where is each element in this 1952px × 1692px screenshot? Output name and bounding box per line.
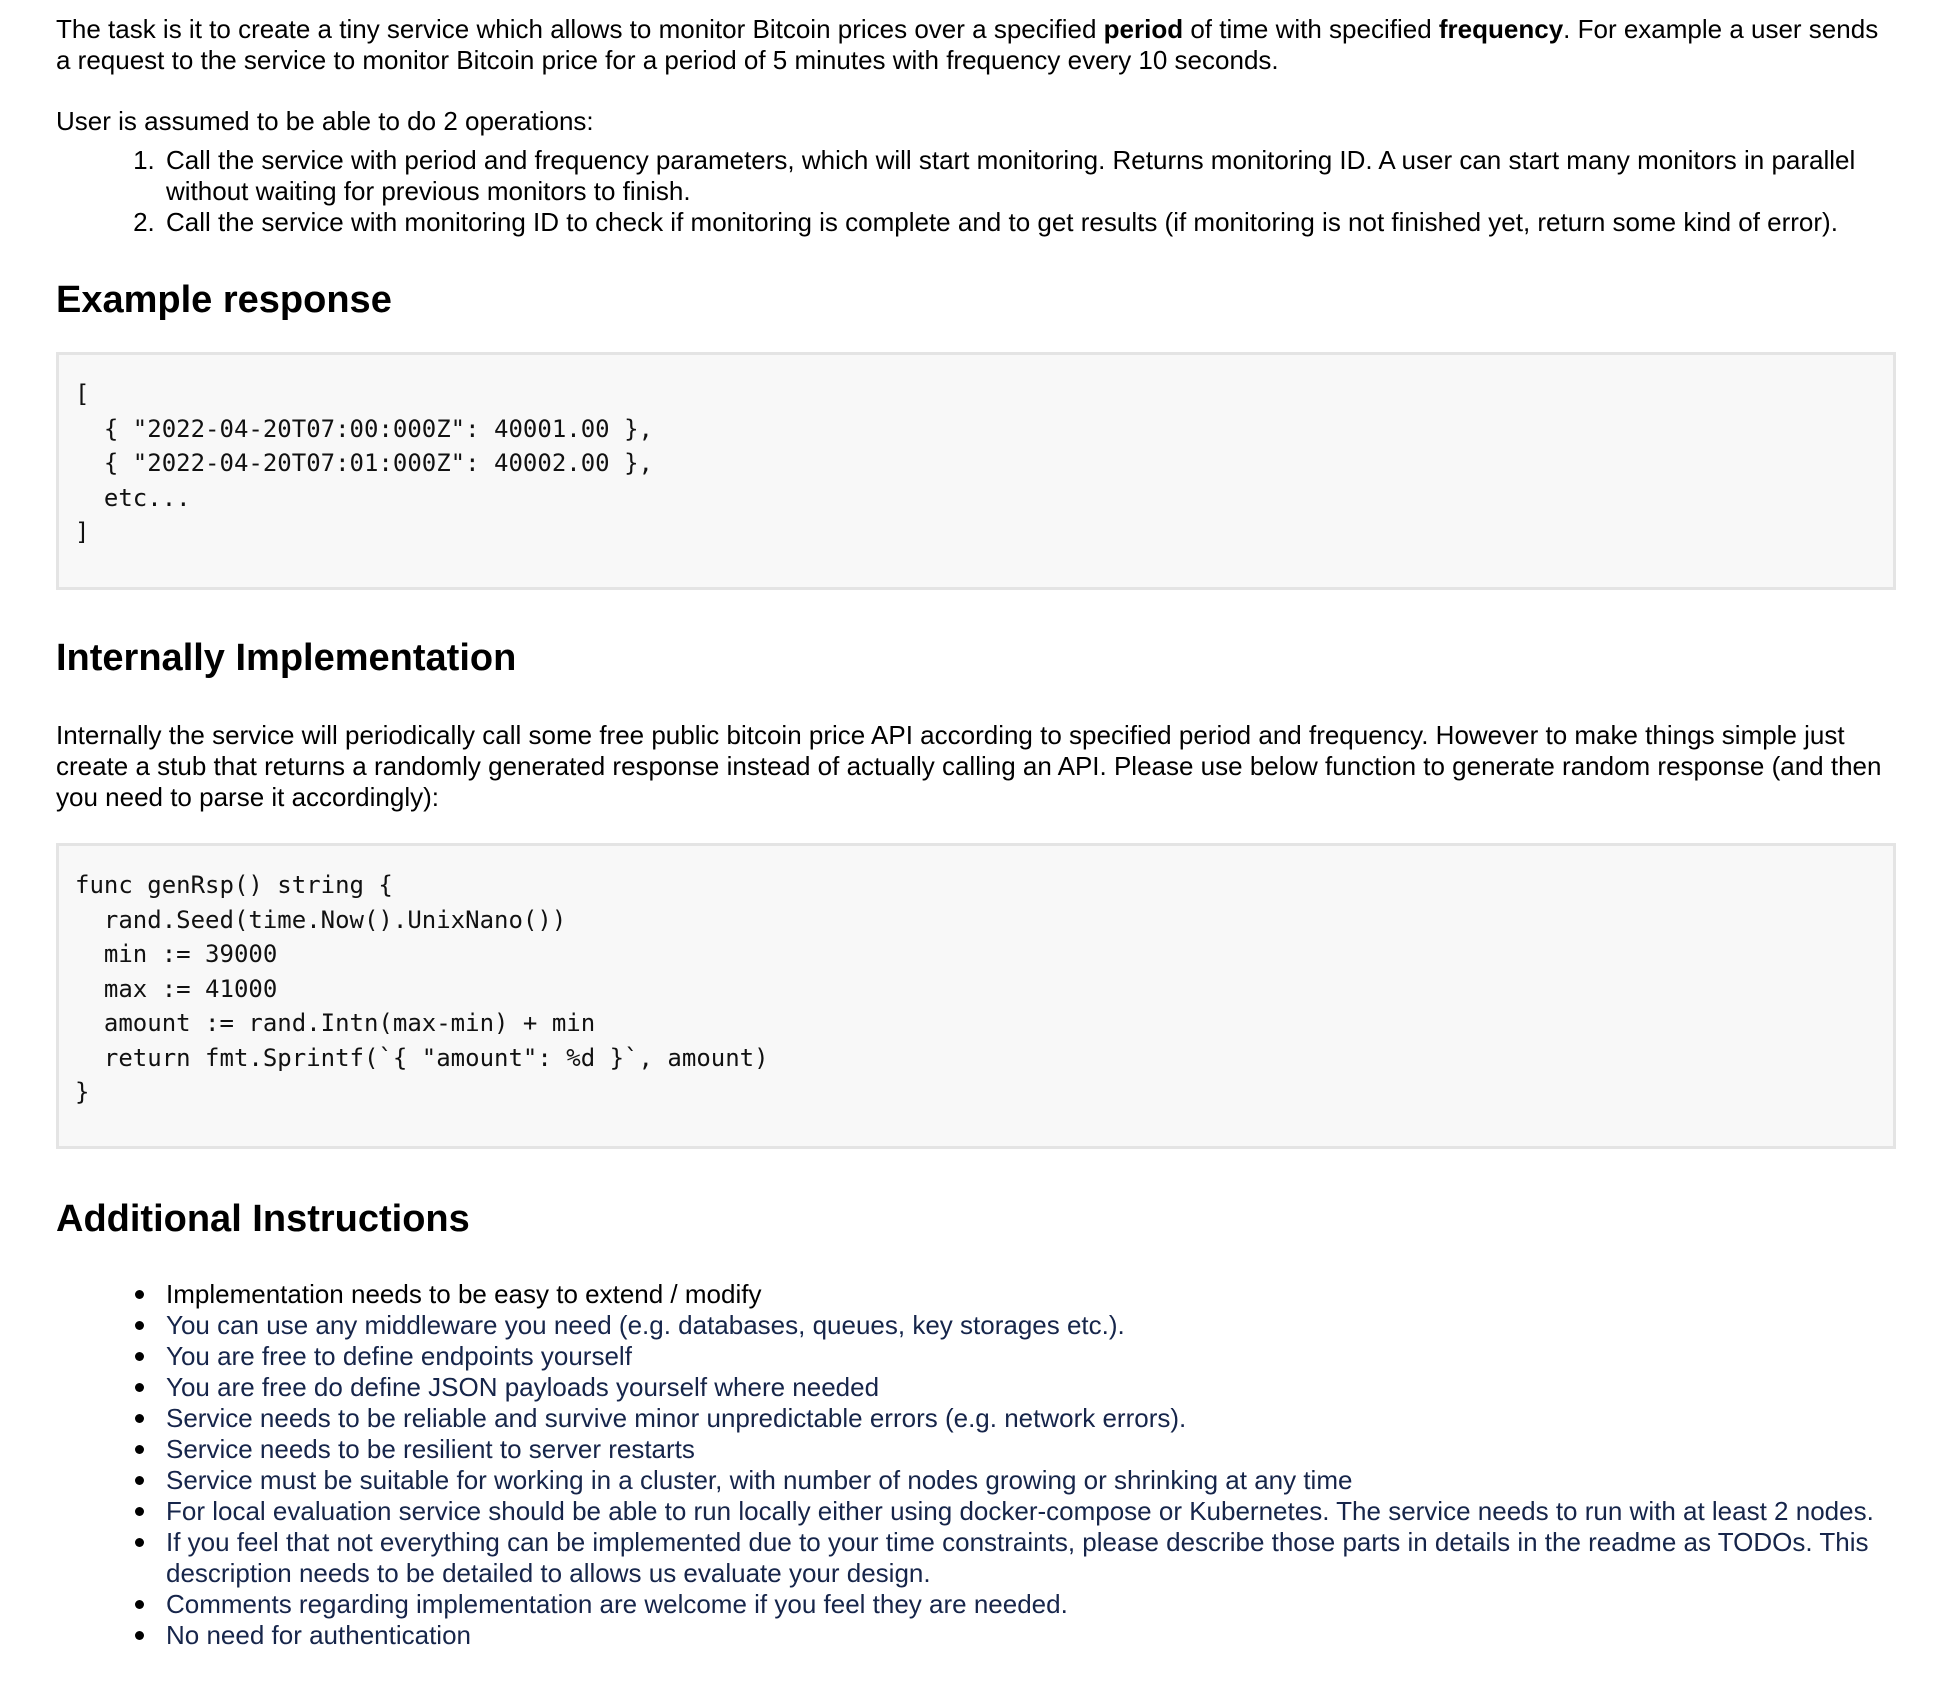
code-line: max := 41000 <box>75 974 278 1003</box>
code-line: } <box>75 1078 90 1106</box>
list-item: You are free do define JSON payloads yourself where needed <box>162 1372 1896 1403</box>
code-line: return fmt.Sprintf(`{ "amount": %d }`, amount) <box>75 1043 769 1072</box>
list-item: You are free to define endpoints yourself <box>162 1341 1896 1372</box>
code-line: rand.Seed(time.Now().UnixNano()) <box>75 905 567 934</box>
example-response-heading: Example response <box>56 279 392 321</box>
list-item: Service needs to be reliable and survive minor unpredictable errors (e.g. network errors). <box>162 1403 1896 1434</box>
list-item: If you feel that not everything can be implemented due to your time constraints, please describe those parts in details in the readme as TODOs. This description needs to be detailed to allows us evaluate your design. <box>162 1527 1896 1589</box>
list-item: Comments regarding implementation are welcome if you feel they are needed. <box>162 1589 1896 1620</box>
gen-rsp-code-block <box>56 843 1896 1149</box>
list-item: For local evaluation service should be able to run locally either using docker-compose or Kubernetes. The service needs to run with at least 2 nodes. <box>162 1496 1896 1527</box>
code-line: amount := rand.Intn(max-min) + min <box>75 1009 596 1037</box>
list-item: Implementation needs to be easy to extend / modify <box>162 1279 1896 1310</box>
code-line: { "2022-04-20T07:00:000Z": 40001.00 }, <box>75 414 653 443</box>
list-item: 2. Call the service with monitoring ID to check if monitoring is complete and to get results (if monitoring is not finished yet, return some kind of error). <box>162 207 1896 238</box>
intro-paragraph <box>56 14 1896 76</box>
code-line: min := 39000 <box>75 940 278 968</box>
code-line: ] <box>75 518 90 546</box>
example-response-code-block <box>56 352 1896 590</box>
intro-text-2: of time with specified <box>1183 14 1439 44</box>
internal-implementation-paragraph: Internally the service will periodically call some free public bitcoin price API according to specified period and frequency. However to make things simple just create a stub that returns a randomly generated response instead of actually calling an API. Please use below function to generate random response (and then you need to parse it accordingly): <box>56 720 1882 812</box>
list-item: You can use any middleware you need (e.g. databases, queues, key storages etc.). <box>162 1310 1896 1341</box>
additional-instructions-list <box>56 1279 1896 1651</box>
intro-bold-frequency: frequency <box>1438 14 1564 44</box>
code-line: [ <box>75 380 90 408</box>
intro-text-1: The task is it to create a tiny service which allows to monitor Bitcoin prices over a specified <box>56 14 1104 44</box>
list-item: 1. Call the service with period and frequency parameters, which will start monitoring. Returns monitoring ID. A user can start many monitors in parallel without waiting for previous monitors to finish. <box>162 145 1896 207</box>
internal-implementation-heading: Internally Implementation <box>56 637 517 679</box>
intro-bold-period: period <box>1103 14 1184 44</box>
code-line: etc... <box>75 483 191 512</box>
operations-list <box>56 145 1896 238</box>
intro-text-3: . For example a user sends a request to the service to monitor Bitcoin price for a period of 5 minutes with frequency every 10 seconds. <box>56 14 1879 75</box>
list-item: Service needs to be resilient to server restarts <box>162 1434 1896 1465</box>
list-item: No need for authentication <box>162 1620 1896 1651</box>
operations-intro: User is assumed to be able to do 2 operations: <box>56 106 594 136</box>
code-line: { "2022-04-20T07:01:000Z": 40002.00 }, <box>75 449 653 477</box>
list-item: Service must be suitable for working in a cluster, with number of nodes growing or shrinking at any time <box>162 1465 1896 1496</box>
additional-instructions-heading: Additional Instructions <box>56 1198 470 1240</box>
code-line: func genRsp() string { <box>75 871 393 899</box>
